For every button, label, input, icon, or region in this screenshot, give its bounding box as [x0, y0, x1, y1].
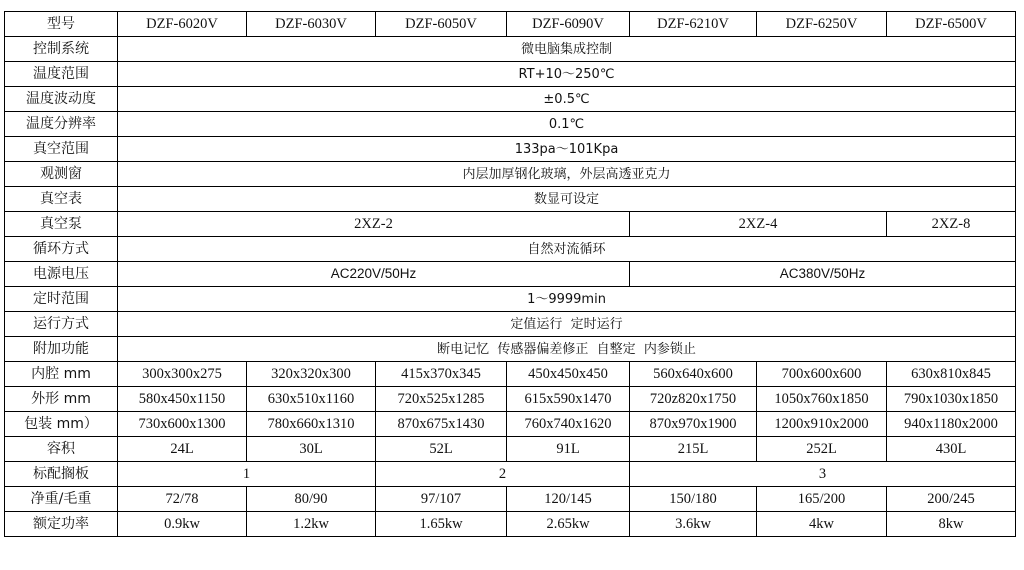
control-system-value: 微电脑集成控制	[118, 37, 1016, 62]
exterior-cell: 1050x760x1850	[757, 387, 887, 412]
header-row	[5, 12, 1016, 37]
weight-row	[5, 487, 1016, 512]
packing-cell: 760x740x1620	[507, 412, 630, 437]
weight-cell: 72/78	[118, 487, 247, 512]
row-label-timer-range: 定时范围	[5, 287, 118, 312]
temp-resolution-value: 0.1℃	[118, 112, 1016, 137]
row-label-temp-range: 温度范围	[5, 62, 118, 87]
weight-cell: 80/90	[247, 487, 376, 512]
row-label-extra-functions: 附加功能	[5, 337, 118, 362]
chamber-cell: 630x810x845	[887, 362, 1016, 387]
spec-table	[4, 11, 1016, 537]
temp-range-value: RT+10～250℃	[118, 62, 1016, 87]
power-cell: 1.65kw	[376, 512, 507, 537]
volume-cell: 430L	[887, 437, 1016, 462]
row-label-vacuum-pump: 真空泵	[5, 212, 118, 237]
extra-functions-value: 断电记忆 传感器偏差修正 自整定 内参锁止	[118, 337, 1016, 362]
voltage-value: AC220V/50Hz	[118, 262, 630, 287]
model-cell: DZF-6020V	[118, 12, 247, 37]
packing-cell: 870x970x1900	[630, 412, 757, 437]
power-cell: 0.9kw	[118, 512, 247, 537]
voltage-row	[5, 262, 1016, 287]
chamber-cell: 560x640x600	[630, 362, 757, 387]
weight-cell: 200/245	[887, 487, 1016, 512]
model-cell: DZF-6210V	[630, 12, 757, 37]
model-cell: DZF-6090V	[507, 12, 630, 37]
shelves-row	[5, 462, 1016, 487]
chamber-cell: 700x600x600	[757, 362, 887, 387]
power-row	[5, 512, 1016, 537]
row-label-control-system: 控制系统	[5, 37, 118, 62]
row-label-vacuum-gauge: 真空表	[5, 187, 118, 212]
packing-cell: 1200x910x2000	[757, 412, 887, 437]
exterior-cell: 630x510x1160	[247, 387, 376, 412]
volume-cell: 30L	[247, 437, 376, 462]
volume-cell: 24L	[118, 437, 247, 462]
vacuum-gauge-row	[5, 187, 1016, 212]
row-label-voltage: 电源电压	[5, 262, 118, 287]
timer-range-row	[5, 287, 1016, 312]
vacuum-gauge-value: 数显可设定	[118, 187, 1016, 212]
weight-cell: 120/145	[507, 487, 630, 512]
circulation-row	[5, 237, 1016, 262]
row-label-chamber: 内腔 mm	[5, 362, 118, 387]
window-row	[5, 162, 1016, 187]
vacuum-pump-value: 2XZ-2	[118, 212, 630, 237]
power-cell: 4kw	[757, 512, 887, 537]
weight-cell: 150/180	[630, 487, 757, 512]
vacuum-range-row	[5, 137, 1016, 162]
shelves-value: 2	[376, 462, 630, 487]
row-label-weight: 净重/毛重	[5, 487, 118, 512]
row-label-volume: 容积	[5, 437, 118, 462]
volume-row	[5, 437, 1016, 462]
exterior-cell: 720x525x1285	[376, 387, 507, 412]
vacuum-pump-value: 2XZ-4	[630, 212, 887, 237]
power-cell: 1.2kw	[247, 512, 376, 537]
exterior-cell: 580x450x1150	[118, 387, 247, 412]
row-label-temp-fluctuation: 温度波动度	[5, 87, 118, 112]
window-value: 内层加厚钢化玻璃，外层高透亚克力	[118, 162, 1016, 187]
weight-cell: 97/107	[376, 487, 507, 512]
row-label-exterior: 外形 mm	[5, 387, 118, 412]
temp-fluctuation-value: ±0.5℃	[118, 87, 1016, 112]
vacuum-pump-row	[5, 212, 1016, 237]
row-label-circulation: 循环方式	[5, 237, 118, 262]
volume-cell: 91L	[507, 437, 630, 462]
weight-cell: 165/200	[757, 487, 887, 512]
temp-range-row	[5, 62, 1016, 87]
row-label-model: 型号	[5, 12, 118, 37]
voltage-value: AC380V/50Hz	[630, 262, 1016, 287]
circulation-value: 自然对流循环	[118, 237, 1016, 262]
vacuum-range-value: 133pa～101Kpa	[118, 137, 1016, 162]
model-cell: DZF-6250V	[757, 12, 887, 37]
row-label-window: 观测窗	[5, 162, 118, 187]
chamber-cell: 415x370x345	[376, 362, 507, 387]
row-label-temp-resolution: 温度分辨率	[5, 112, 118, 137]
temp-resolution-row	[5, 112, 1016, 137]
vacuum-pump-value: 2XZ-8	[887, 212, 1016, 237]
packing-cell: 940x1180x2000	[887, 412, 1016, 437]
row-label-power: 额定功率	[5, 512, 118, 537]
exterior-row	[5, 387, 1016, 412]
shelves-value: 3	[630, 462, 1016, 487]
volume-cell: 252L	[757, 437, 887, 462]
exterior-cell: 615x590x1470	[507, 387, 630, 412]
extra-functions-row	[5, 337, 1016, 362]
chamber-row	[5, 362, 1016, 387]
row-label-vacuum-range: 真空范围	[5, 137, 118, 162]
control-system-row	[5, 37, 1016, 62]
model-cell: DZF-6050V	[376, 12, 507, 37]
packing-cell: 870x675x1430	[376, 412, 507, 437]
exterior-cell: 790x1030x1850	[887, 387, 1016, 412]
power-cell: 3.6kw	[630, 512, 757, 537]
power-cell: 2.65kw	[507, 512, 630, 537]
row-label-operation-mode: 运行方式	[5, 312, 118, 337]
volume-cell: 215L	[630, 437, 757, 462]
packing-row	[5, 412, 1016, 437]
chamber-cell: 300x300x275	[118, 362, 247, 387]
row-label-packing: 包装 mm）	[5, 412, 118, 437]
chamber-cell: 320x320x300	[247, 362, 376, 387]
chamber-cell: 450x450x450	[507, 362, 630, 387]
power-cell: 8kw	[887, 512, 1016, 537]
timer-range-value: 1～9999min	[118, 287, 1016, 312]
operation-mode-row	[5, 312, 1016, 337]
temp-fluctuation-row	[5, 87, 1016, 112]
model-cell: DZF-6500V	[887, 12, 1016, 37]
packing-cell: 780x660x1310	[247, 412, 376, 437]
packing-cell: 730x600x1300	[118, 412, 247, 437]
shelves-value: 1	[118, 462, 376, 487]
exterior-cell: 720z820x1750	[630, 387, 757, 412]
operation-mode-value: 定值运行 定时运行	[118, 312, 1016, 337]
volume-cell: 52L	[376, 437, 507, 462]
row-label-shelves: 标配搁板	[5, 462, 118, 487]
model-cell: DZF-6030V	[247, 12, 376, 37]
